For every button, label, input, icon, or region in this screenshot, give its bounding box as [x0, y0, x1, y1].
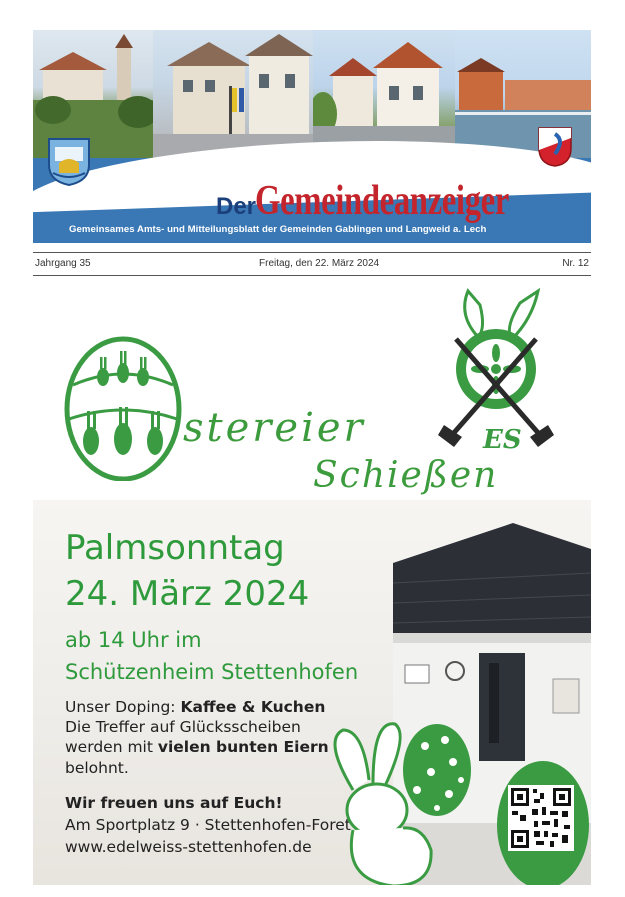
event-date: 24. März 2024	[65, 574, 310, 614]
masthead-subtitle: Gemeinsames Amts- und Mitteilungsblatt der Gemeinden Gablingen und Langweid a. Lech	[69, 224, 487, 235]
masthead-photos	[33, 30, 591, 158]
prize-line-3: belohnt.	[65, 759, 129, 777]
website[interactable]: www.edelweiss-stettenhofen.de	[65, 838, 312, 856]
issue-date: Freitag, den 22. März 2024	[259, 258, 380, 269]
langweid-coat-of-arms-icon	[537, 126, 573, 168]
doping-label: Unser Doping:	[65, 698, 181, 716]
event-day: Palmsonntag	[65, 528, 285, 568]
issue-volume: Jahrgang 35	[35, 258, 91, 269]
prize-line-1: Die Treffer auf Glücksscheiben	[65, 718, 301, 736]
doping-value: Kaffee & Kuchen	[180, 698, 326, 716]
doping-line	[65, 698, 325, 716]
masthead	[33, 30, 591, 243]
address: Am Sportplatz 9 · Stettenhofen-Foret	[65, 816, 351, 834]
club-initials: ES	[483, 425, 522, 455]
headline-ostereier: stereier	[183, 405, 366, 451]
masthead-title: Gemeindeanzeiger	[255, 178, 509, 224]
event-venue: Schützenheim Stettenhofen	[65, 660, 359, 684]
prize-line-2-prefix: werden mit	[65, 738, 158, 756]
qr-code-icon[interactable]	[508, 785, 574, 851]
gablingen-coat-of-arms-icon	[47, 137, 91, 187]
headline-schiessen: Schießen	[313, 455, 499, 496]
bunny-egg-icon	[61, 333, 185, 481]
masthead-title-prefix: Der	[216, 193, 257, 220]
greeting: Wir freuen uns auf Euch!	[65, 794, 283, 812]
bunny-with-egg-icon	[313, 700, 473, 885]
prize-line-2-bold: vielen bunten Eiern	[157, 738, 329, 756]
photo-municipal-building	[313, 30, 455, 158]
photo-town-hall	[153, 30, 313, 158]
issue-number: Nr. 12	[562, 258, 589, 269]
issue-info-bar	[33, 252, 591, 276]
prize-line-2	[65, 738, 329, 756]
easter-shooting-poster	[33, 285, 591, 885]
event-time: ab 14 Uhr im	[65, 628, 202, 652]
